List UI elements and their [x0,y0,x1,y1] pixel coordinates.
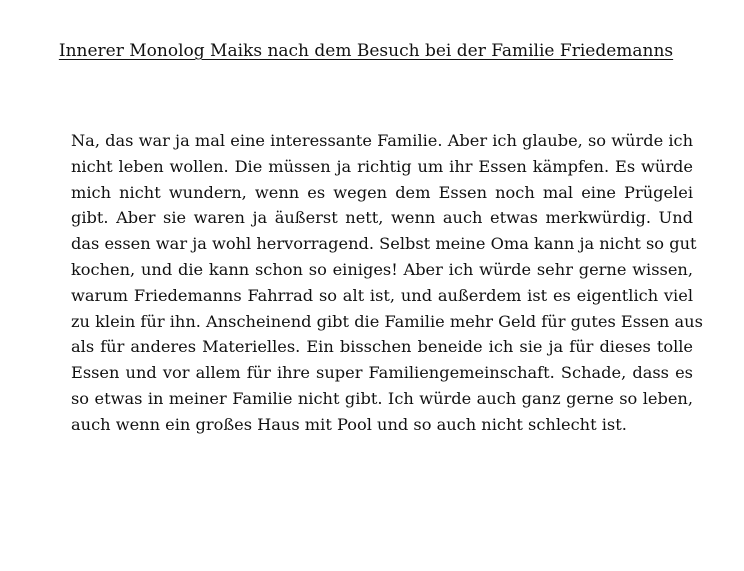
paragraph-line: Na, das war ja mal eine interessante Familie. Aber ich glaube, so würde ich [71,131,693,150]
document-title: Innerer Monolog Maiks nach dem Besuch bei der Familie Friedemanns [58,41,674,61]
paragraph-line: Essen und vor allem für ihre super Familiengemeinschaft. Schade, dass es [71,363,693,383]
paragraph-line: zu klein für ihn. Anscheinend gibt die Familie mehr Geld für gutes Essen aus [71,311,703,331]
paragraph-line: als für anderes Materielles. Ein bisschen beneide ich sie ja für dieses tolle [71,337,693,357]
paragraph-line: nicht leben wollen. Die müssen ja richtig um ihr Essen kämpfen. Es würde [71,156,693,176]
paragraph-line: gibt. Aber sie waren ja äußerst nett, wenn auch etwas merkwürdig. Und [71,208,693,228]
monologue-paragraph [71,128,703,438]
paragraph-line: so etwas in meiner Familie nicht gibt. Ich würde auch ganz gerne so leben, [71,388,693,408]
paragraph-line: auch wenn ein großes Haus mit Pool und so auch nicht schlecht ist. [71,414,627,434]
paragraph-line: mich nicht wundern, wenn es wegen dem Essen noch mal eine Prügelei [71,182,693,202]
paragraph-line: warum Friedemanns Fahrrad so alt ist, und außerdem ist es eigentlich viel [71,285,693,305]
paragraph-line: das essen war ja wohl hervorragend. Selbst meine Oma kann ja nicht so gut [71,234,697,254]
paragraph-line: kochen, und die kann schon so einiges! Aber ich würde sehr gerne wissen, [71,259,693,279]
